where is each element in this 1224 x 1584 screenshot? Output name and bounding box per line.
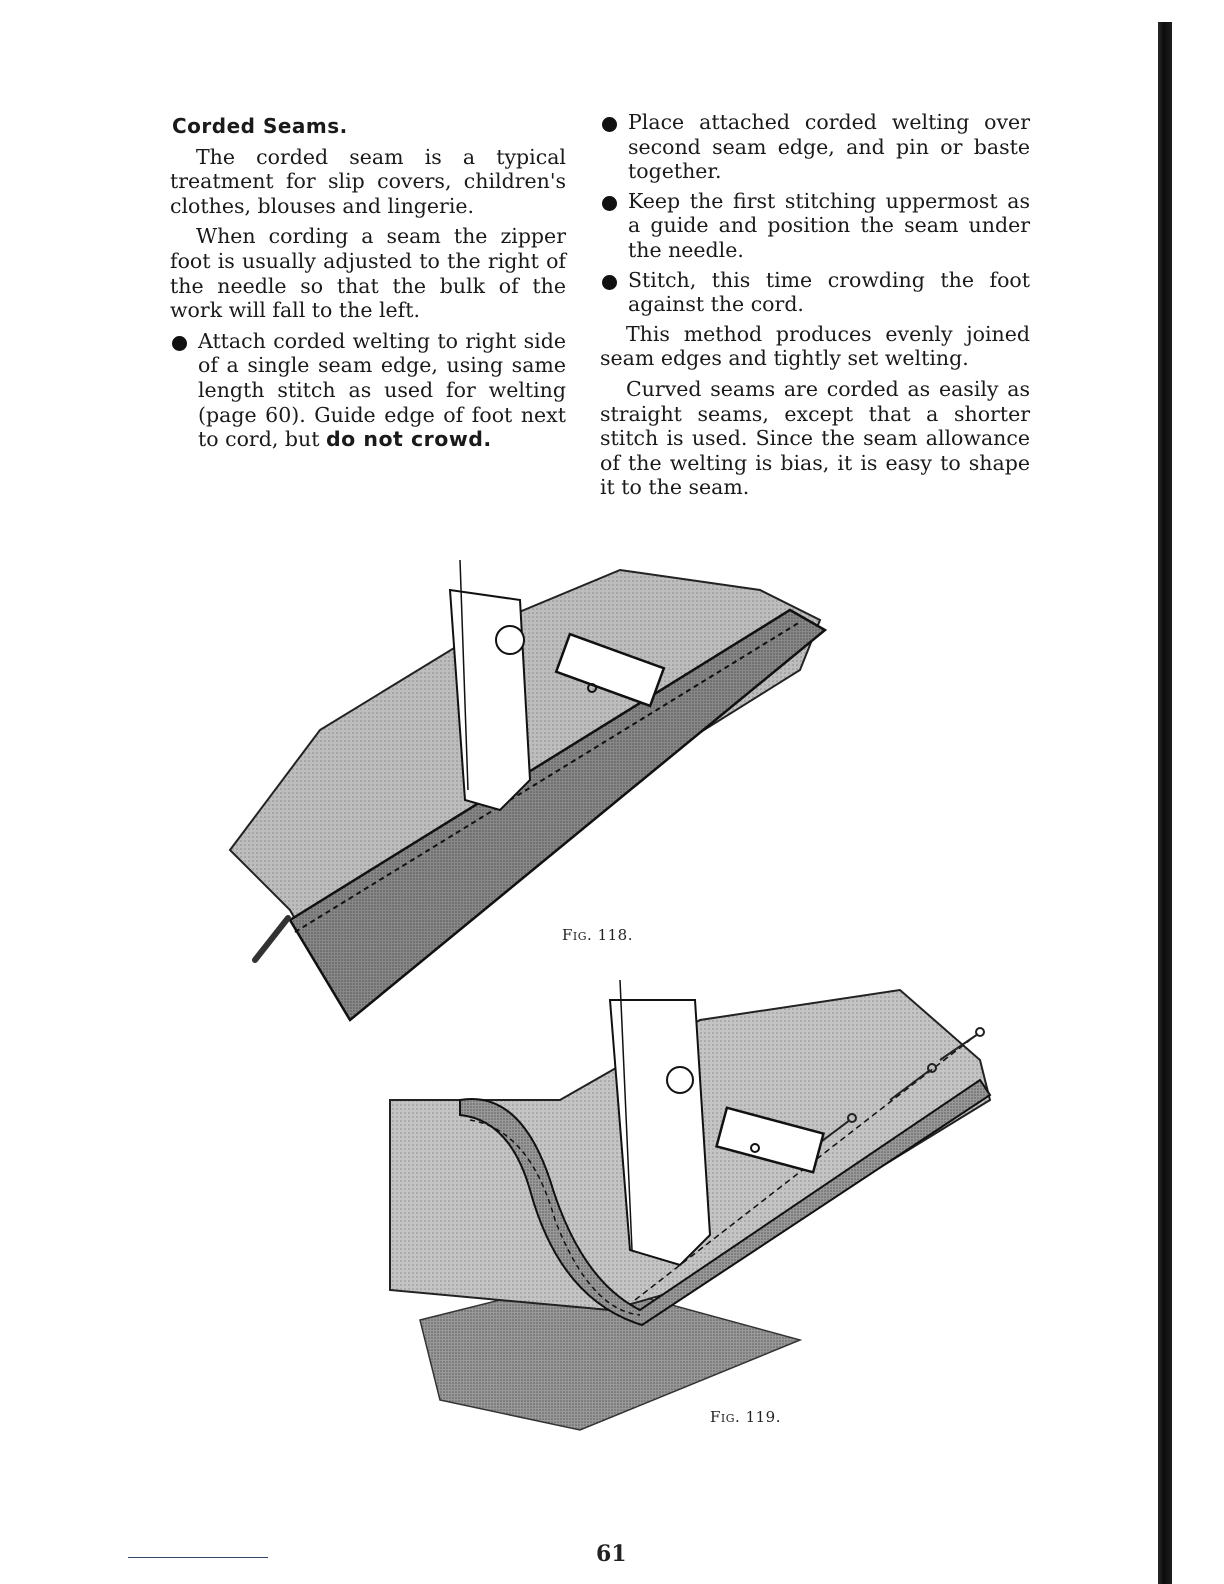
paragraph-intro: The corded seam is a typical treatment for slip covers, children's clothes, blouses and lingerie. xyxy=(170,144,566,218)
paragraph-zipper-foot: When cording a seam the zipper foot is usually adjusted to the right of the needle so that the bulk of the work will fall to the left. xyxy=(170,224,566,323)
bullet-attach-welting xyxy=(170,329,566,452)
bullet-dot-icon xyxy=(602,275,617,290)
right-column xyxy=(600,110,1030,506)
bullet-text: Place attached corded welting over second seam edge, and pin or baste together. xyxy=(628,110,1030,184)
section-heading: Corded Seams. xyxy=(172,114,348,138)
cord xyxy=(255,918,288,960)
left-column xyxy=(170,114,566,457)
page-number: 61 xyxy=(596,1541,627,1567)
bullet-text: Keep the first stitching uppermost as a guide and position the seam under the needle. xyxy=(628,188,1030,262)
bullet-stitch-crowding xyxy=(600,268,1030,317)
bullet-keep-stitching xyxy=(600,189,1030,263)
bullet-text: Stitch, this time crowding the foot against the cord. xyxy=(628,267,1030,317)
paragraph-method: This method produces evenly joined seam edges and tightly set welting. xyxy=(600,321,1030,371)
figure-118-caption: Fig. 118. xyxy=(562,926,633,944)
bullet-place-welting xyxy=(600,110,1030,184)
scan-edge-shadow xyxy=(1158,22,1172,1584)
paragraph-curved-seams: Curved seams are corded as easily as straight seams, except that a shorter stitch is used. Since the seam allowance of the welting is bias, it is easy to shape it to the seam. xyxy=(600,376,1030,500)
figure-118-illustration xyxy=(200,560,850,1030)
bullet-emphasis: do not crowd. xyxy=(325,427,492,452)
figure-119-illustration xyxy=(380,980,1020,1440)
bullet-dot-icon xyxy=(172,336,187,351)
bullet-text: Attach corded welting to right side of a single seam edge, using same length stitch as used for welting (page 60). Guide edge of foot next to cord, but xyxy=(198,328,566,452)
bullet-dot-icon xyxy=(602,196,617,211)
footnote-rule xyxy=(128,1557,268,1558)
bullet-dot-icon xyxy=(602,117,617,132)
figure-119-caption: Fig. 119. xyxy=(710,1408,781,1426)
